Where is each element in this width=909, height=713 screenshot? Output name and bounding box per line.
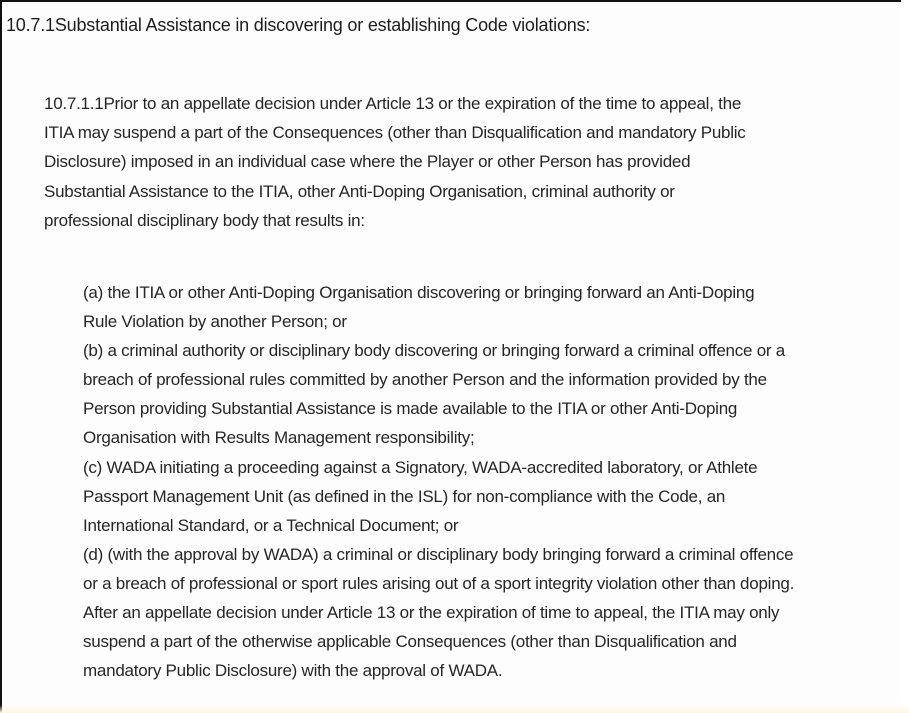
paragraph-line: professional disciplinary body that results in:: [44, 210, 365, 230]
list-item-c: (c) WADA initiating a proceeding against a Signatory, WADA-accredited laboratory, or Athlete: [83, 457, 758, 477]
list-item-b-cont: breach of professional rules committed by another Person and the information provided by the: [83, 370, 767, 390]
paragraph-line: [44, 89, 844, 118]
list-item-d-cont: or a breach of professional or sport rules arising out of a sport integrity violation other than doping.: [83, 573, 795, 593]
list-item-a: (a) the ITIA or other Anti-Doping Organisation discovering or bringing forward an Anti-Doping: [83, 283, 755, 302]
paragraph-line: Substantial Assistance to the ITIA, other Anti-Doping Organisation, criminal authority or: [44, 181, 675, 201]
closing-text-line: After an appellate decision under Article 13 or the expiration of time to appeal, the ITIA may only: [83, 603, 780, 623]
subsection-number: 10.7.1.1: [44, 94, 104, 113]
bottom-edge-band: [0, 705, 909, 713]
list-item-c-cont: International Standard, or a Technical Document; or: [83, 515, 459, 535]
list-item-b: (b) a criminal authority or disciplinary body discovering or bringing forward a criminal offence or a: [83, 341, 785, 361]
closing-text-line: suspend a part of the otherwise applicable Consequences (other than Disqualification and: [83, 632, 737, 652]
list-item-a-cont: Rule Violation by another Person; or: [83, 312, 347, 332]
paragraph-line-text: Prior to an appellate decision under Article 13 or the expiration of the time to appeal, the: [103, 94, 742, 113]
list-item-c-cont: Passport Management Unit (as defined in the ISL) for non-compliance with the Code, an: [83, 486, 726, 506]
section-number: 10.7.1: [6, 15, 55, 35]
subsection-paragraph: [44, 89, 844, 235]
closing-text-line: mandatory Public Disclosure) with the approval of WADA.: [83, 661, 503, 681]
list-item-d: (d) (with the approval by WADA) a criminal or disciplinary body bringing forward a criminal offence: [83, 544, 794, 564]
section-title: Substantial Assistance in discovering or establishing Code violations:: [54, 15, 591, 35]
section-heading: [6, 12, 590, 38]
paragraph-line: Disclosure) imposed in an individual case where the Player or other Person has provided: [44, 152, 691, 172]
conditions-list: [83, 278, 883, 685]
list-item-b-cont: Organisation with Results Management responsibility;: [83, 428, 475, 448]
list-item-b-cont: Person providing Substantial Assistance is made available to the ITIA or other Anti-Doping: [83, 399, 738, 419]
paragraph-line: ITIA may suspend a part of the Consequences (other than Disqualification and mandatory Public: [44, 123, 746, 143]
